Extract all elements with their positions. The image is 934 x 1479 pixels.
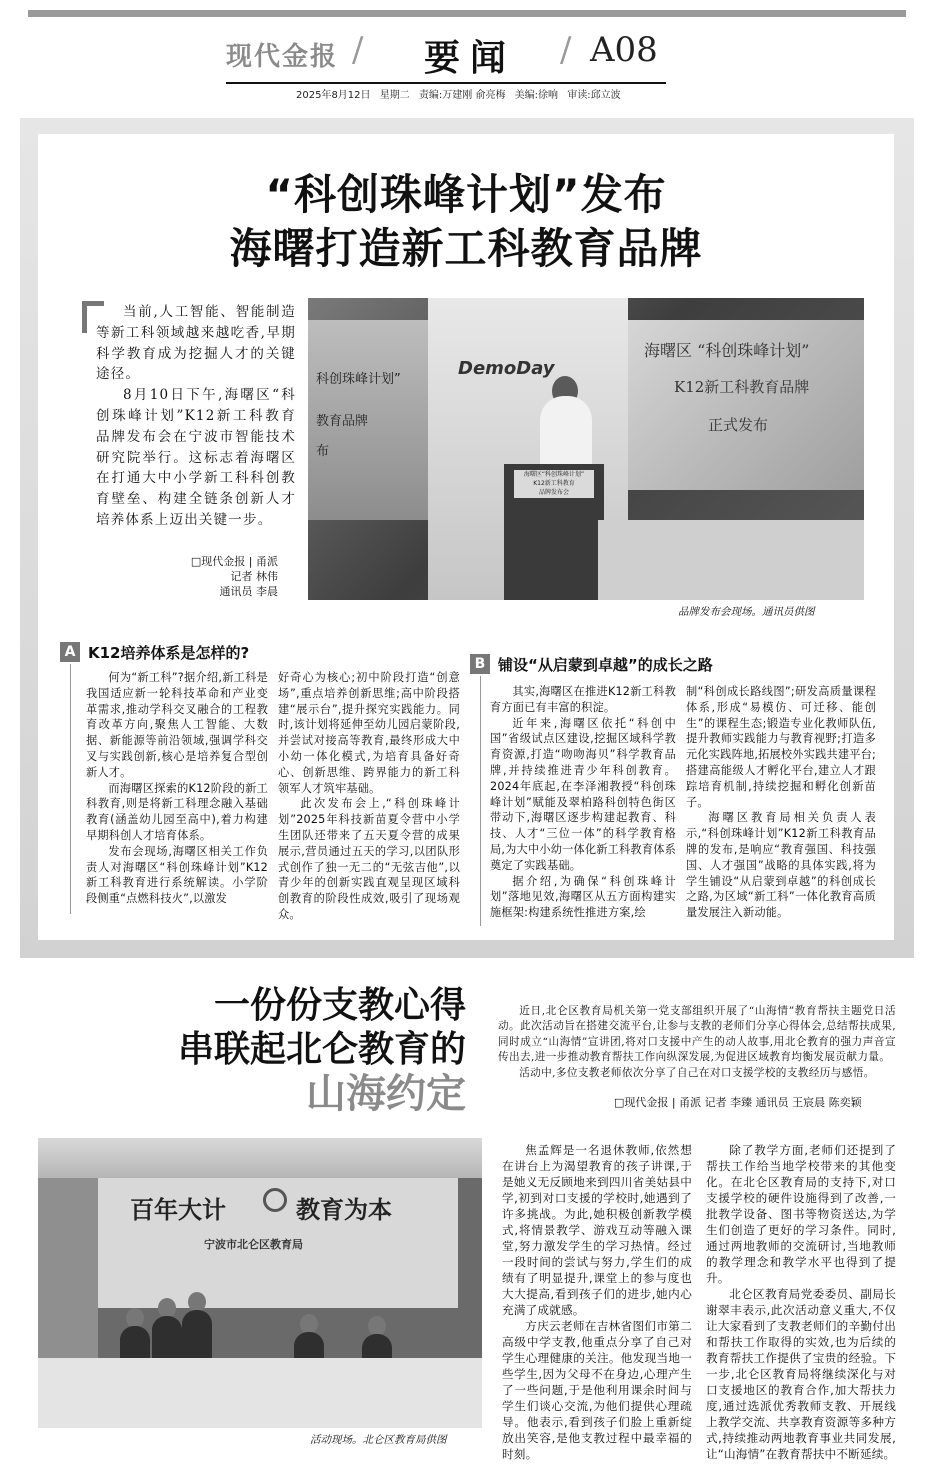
story2-headline: 一份份支教心得 串联起北仑教育的 山海约定 <box>177 985 466 1117</box>
attendee-head <box>158 1298 176 1318</box>
editor-credit: 责编:万建刚 俞亮梅 <box>418 90 506 101</box>
section-b-rule <box>480 676 481 926</box>
section-a-rule <box>70 664 71 914</box>
wall-slogan-left: 百年大计 <box>130 1195 226 1224</box>
section-name: 要闻 <box>424 37 517 79</box>
issue-weekday: 星期二 <box>379 90 410 101</box>
meeting-photo <box>38 1138 482 1428</box>
paper-name: 现代金报 <box>226 42 339 72</box>
dateline <box>296 86 627 101</box>
story1-lead: 当前,人工智能、智能制造等新工科领域越来越吃香,早期科学教育成为挖掘人才的关键途径。 8月10日下午,海曙区“科创珠峰计划”K12新工科教育品牌发布会在宁波市智能技术研究院举行。这标志着海曙区在打通大中小学新工科科创教育壁垒、构建全链条创新人才培养体系上迈出关键一步。 <box>96 304 296 528</box>
story2-col1: 焦孟辉是一名退休教师,依然想在讲台上为渴望教育的孩子讲课,于是她义无反顾地来到四川省美姑县中学,初到对口支援的学校时,她遇到了许多挑战。为此,她积极创新教学模式,将情景教学、游戏互动等融入课堂,努力激发学生的学习热情。经过一段时间的尝试与努力,学生们的成绩有了明显提升,课堂上的参与度也大大提高,看到孩子们的进步,她内心充满了成就感。 方庆云老师在吉林省图们市第二高级中学支教,他重点分享了自己对学生心理健康的关注。他发现当地一些学生,因为父母不在身边,心理产生了一些问题,于是他利用课余时间与学生们谈心交流,为他们提供心理疏导。他表示,看到孩子们脸上重新绽放出笑容,是他支教过程中最幸福的时刻。 <box>502 1143 692 1461</box>
wall-org-name: 宁波市北仑区教育局 <box>204 1238 303 1251</box>
section-b-marker: B <box>470 654 490 674</box>
section-b-col1: 其实,海曙区在推进K12新工科教育方面已有丰富的积淀。 近年来,海曙区依托“科创中国”省级试点区建设,挖掘区域科学教育资源,打造“吻吻海贝”科学教育品牌,并持续推进青少年科创教育。2024年底起,在李泽湘教授“科创珠峰计划”赋能及翠柏路科创特色街区带动下,海曙区逐步构建起教育、科技、人才“三位一体”的科学教育格局,为大中小幼一体化新工科教育体系奠定了实践基础。 据介绍,为确保“科创珠峰计划”落地见效,海曙区从五方面构建实施框架:构建系统性推进方案,绘 <box>490 685 676 920</box>
masthead-rule <box>226 82 666 84</box>
masthead-separator: / <box>560 30 572 70</box>
masthead <box>0 22 934 82</box>
attendee-head <box>368 1316 386 1336</box>
proofreader-credit: 审读:邱立波 <box>567 90 621 101</box>
masthead-separator: / <box>352 30 364 70</box>
launch-event-photo <box>308 298 864 600</box>
photo1-caption: 品牌发布会现场。通讯员供图 <box>678 606 815 618</box>
section-a-col1: 何为“新工科”?据介绍,新工科是我国适应新一轮科技革命和产业变革需求,推动学科交叉融合的工程教育改革方向,聚焦人工智能、大数据、新能源等前沿领域,强调学科交叉与实践创新,核心是培养复合型创新人才。 而海曙区探索的K12阶段的新工科教育,则是将新工科理念融入基础教育(涵盖幼儿园至高中),着力构建早期科创人才培育体系。 发布会现场,海曙区相关工作负责人对海曙区“科创珠峰计划”K12新工科教育进行系统解读。小学阶段侧重“点燃科技火”,以激发 <box>86 671 268 906</box>
story1-frame <box>38 134 894 940</box>
demoday-logo: DemoDay <box>458 358 555 379</box>
designer-credit: 美编:徐响 <box>514 90 559 101</box>
story2-intro: 近日,北仑区教育局机关第一党支部组织开展了“山海情”教育帮扶主题党日活动。此次活动旨在搭建交流平台,让参与支教的老师们分享心得体会,总结帮扶成果,同时成立“山海情”宣讲团,将对口支援中产生的动人故事,用北仑教育的强力声音宣传出去,进一步推动教育帮扶工作向纵深发展,为促进区域教育均衡发展贡献力量。 活动中,多位支教老师依次分享了自己在对口支援学校的支教经历与感悟。 <box>498 1005 896 1079</box>
section-a-col2: 好奇心为核心;初中阶段打造“创意场”,重点培养创新思维;高中阶段搭建“展示台”,提升探究实践能力。同时,该计划将延伸至幼儿园启蒙阶段,并尝试对接高等教育,最终形成大中小幼一体化模式,为培育具备好奇心、创新思维、跨界能力的新工科领军人才筑牢基础。 此次发布会上,“科创珠峰计划”2025年科技新苗夏令营中小学生团队还带来了五天夏令营的成果展示,营员通过五天的学习,以团队形式创作了独一无二的“无弦吉他”,以青少年的创新实践直观呈现区域科创教育的阶段性成效,吸引了现场观众。 <box>278 671 460 921</box>
story1-byline: □现代金报 | 甬派 记者 林伟 通讯员 李晨 <box>190 555 278 598</box>
podium-sign: 海曙区“科创珠峰计划” K12新工科教育 品牌发布会 <box>514 470 594 498</box>
bureau-logo-icon <box>263 1188 287 1212</box>
attendee-head <box>300 1314 318 1334</box>
page-number: A08 <box>590 30 658 70</box>
section-a-marker: A <box>60 642 80 662</box>
top-border-bar <box>28 10 906 17</box>
section-a-title: K12培养体系是怎样的? <box>88 644 250 662</box>
left-screen: 科创珠峰计划” 教育品牌 布 <box>308 320 428 520</box>
section-b-col2: 制“科创成长路线图”;研发高质量课程体系,形成“易模仿、可迁移、能创生”的课程生态;锻造专业化教师队伍,提升教师实践能力与教育视野;打造多元化实践阵地,拓展校外实践共建平台;搭建高能级人才孵化平台,建立人才跟踪培育机制,持续挖掘和孵化创新苗子。 海曙区教育局相关负责人表示,“科创珠峰计划”K12新工科教育品牌的发布,是响应“教育强国、科技强国、人才强国”战略的具体实践,将为学生铺设“从启蒙到卓越”的科创成长之路,为区域“新工科”一体化教育高质量发展注入新动能。 <box>686 685 876 920</box>
ceiling <box>38 1138 482 1178</box>
story2-byline: □现代金报 | 甬派 记者 李臻 通讯员 王宸晨 陈奕颖 <box>614 1096 862 1109</box>
photo2-caption: 活动现场。北仑区教育局供图 <box>310 1434 447 1446</box>
story1-headline: “科创珠峰计划”发布 海曙打造新工科教育品牌 <box>229 170 703 273</box>
section-b-title: 铺设“从启蒙到卓越”的成长之路 <box>498 656 713 674</box>
attendee-head <box>126 1308 144 1328</box>
right-screen: 海曙区 “科创珠峰计划” K12新工科教育品牌 正式发布 <box>628 320 864 490</box>
wall-slogan-right: 教育为本 <box>296 1195 392 1224</box>
meeting-table <box>38 1358 482 1428</box>
guest-table <box>598 520 864 600</box>
attendee-head <box>188 1292 206 1312</box>
story2-col2: 除了教学方面,老师们还提到了帮扶工作给当地学校带来的其他变化。在北仑区教育局的支持下,对口支援学校的硬件设施得到了改善,一批教学设备、图书等物资送达,为学生们创造了更好的学习条件。同时,通过两地教师的交流研讨,当地教师的教学理念和教学水平也得到了提升。 北仑区教育局党委委员、副局长谢翠丰表示,此次活动意义重大,不仅让大家看到了支教老师们的辛勤付出和帮扶工作取得的实效,也为后续的教育帮扶工作提供了宝贵的经验。下一步,北仑区教育局将继续深化与对口支援地区的教育合作,加大帮扶力度,通过选派优秀教师支教、开展线上教学交流、共享教育资源等多种方式,持续推动两地教育事业共同发展,让“山海情”在教育帮扶中不断延续。 <box>706 1143 896 1461</box>
issue-date: 2025年8月12日 <box>296 90 371 101</box>
